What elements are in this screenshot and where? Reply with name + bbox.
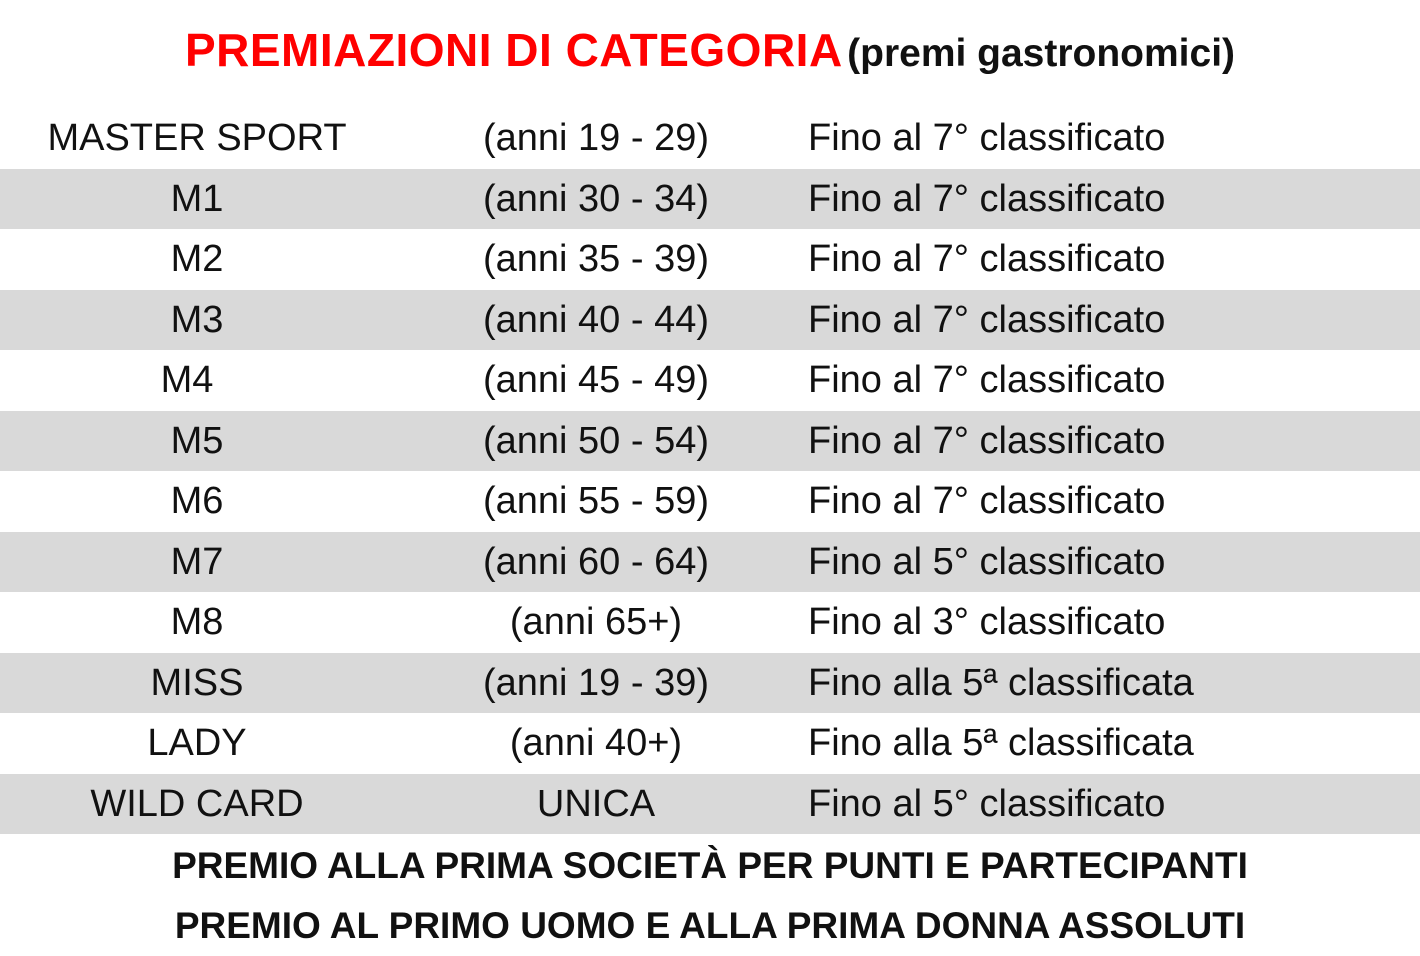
age-range-cell: (anni 60 - 64) [482, 540, 709, 583]
table-row [0, 592, 1420, 653]
age-range-cell: (anni 35 - 39) [482, 238, 709, 280]
prize-cell: Fino al 7° classificato [808, 238, 1166, 280]
category-cell: M1 [170, 177, 224, 220]
title-main: PREMIAZIONI DI CATEGORIA [184, 24, 843, 76]
category-cell: M3 [170, 298, 224, 341]
table-row [0, 229, 1420, 290]
prize-cell: Fino al 5° classificato [808, 540, 1166, 583]
table-row [0, 108, 1420, 169]
age-range-cell: (anni 19 - 39) [482, 661, 709, 704]
age-range-cell: (anni 30 - 34) [482, 177, 709, 220]
table-row [0, 471, 1420, 532]
prize-cell: Fino al 3° classificato [808, 601, 1166, 643]
table-row [0, 411, 1420, 472]
age-range-cell: UNICA [536, 782, 656, 825]
prize-cell: Fino al 5° classificato [808, 782, 1166, 825]
category-cell: M5 [170, 419, 224, 462]
age-range-cell: (anni 55 - 59) [482, 480, 709, 522]
table-row [0, 774, 1420, 835]
prize-cell: Fino al 7° classificato [808, 359, 1166, 401]
category-cell: M7 [170, 540, 224, 583]
category-cell: M4 [160, 359, 214, 401]
prize-cell: Fino al 7° classificato [808, 177, 1166, 220]
age-range-cell: (anni 40 - 44) [482, 298, 709, 341]
title-subtitle: (premi gastronomici) [847, 32, 1236, 75]
category-table [0, 108, 1420, 834]
prize-cell: Fino al 7° classificato [808, 480, 1166, 522]
prize-cell: Fino al 7° classificato [808, 419, 1166, 462]
category-cell: LADY [147, 722, 247, 764]
prize-cell: Fino al 7° classificato [808, 117, 1166, 159]
category-cell: MISS [150, 661, 244, 704]
age-range-cell: (anni 19 - 29) [482, 117, 709, 159]
prize-cell: Fino alla 5ª classificata [808, 722, 1194, 764]
table-row [0, 350, 1420, 411]
age-range-cell: (anni 45 - 49) [482, 359, 709, 401]
category-cell: MASTER SPORT [47, 117, 347, 159]
category-cell: M2 [170, 238, 224, 280]
category-cell: WILD CARD [90, 782, 304, 825]
age-range-cell: (anni 40+) [509, 722, 683, 764]
table-row [0, 169, 1420, 230]
footer-line-society-prize: PREMIO ALLA PRIMA SOCIETÀ PER PUNTI E PARTECIPANTI [172, 845, 1248, 886]
age-range-cell: (anni 65+) [509, 601, 683, 643]
table-row [0, 653, 1420, 714]
prize-cell: Fino alla 5ª classificata [808, 661, 1194, 704]
age-range-cell: (anni 50 - 54) [482, 419, 709, 462]
table-row [0, 532, 1420, 593]
footer-line-absolute-prize: PREMIO AL PRIMO UOMO E ALLA PRIMA DONNA ASSOLUTI [174, 905, 1246, 946]
prize-cell: Fino al 7° classificato [808, 298, 1166, 341]
category-cell: M6 [170, 480, 224, 522]
category-cell: M8 [170, 601, 224, 643]
page-title [0, 8, 1420, 92]
table-row [0, 290, 1420, 351]
table-row [0, 713, 1420, 774]
